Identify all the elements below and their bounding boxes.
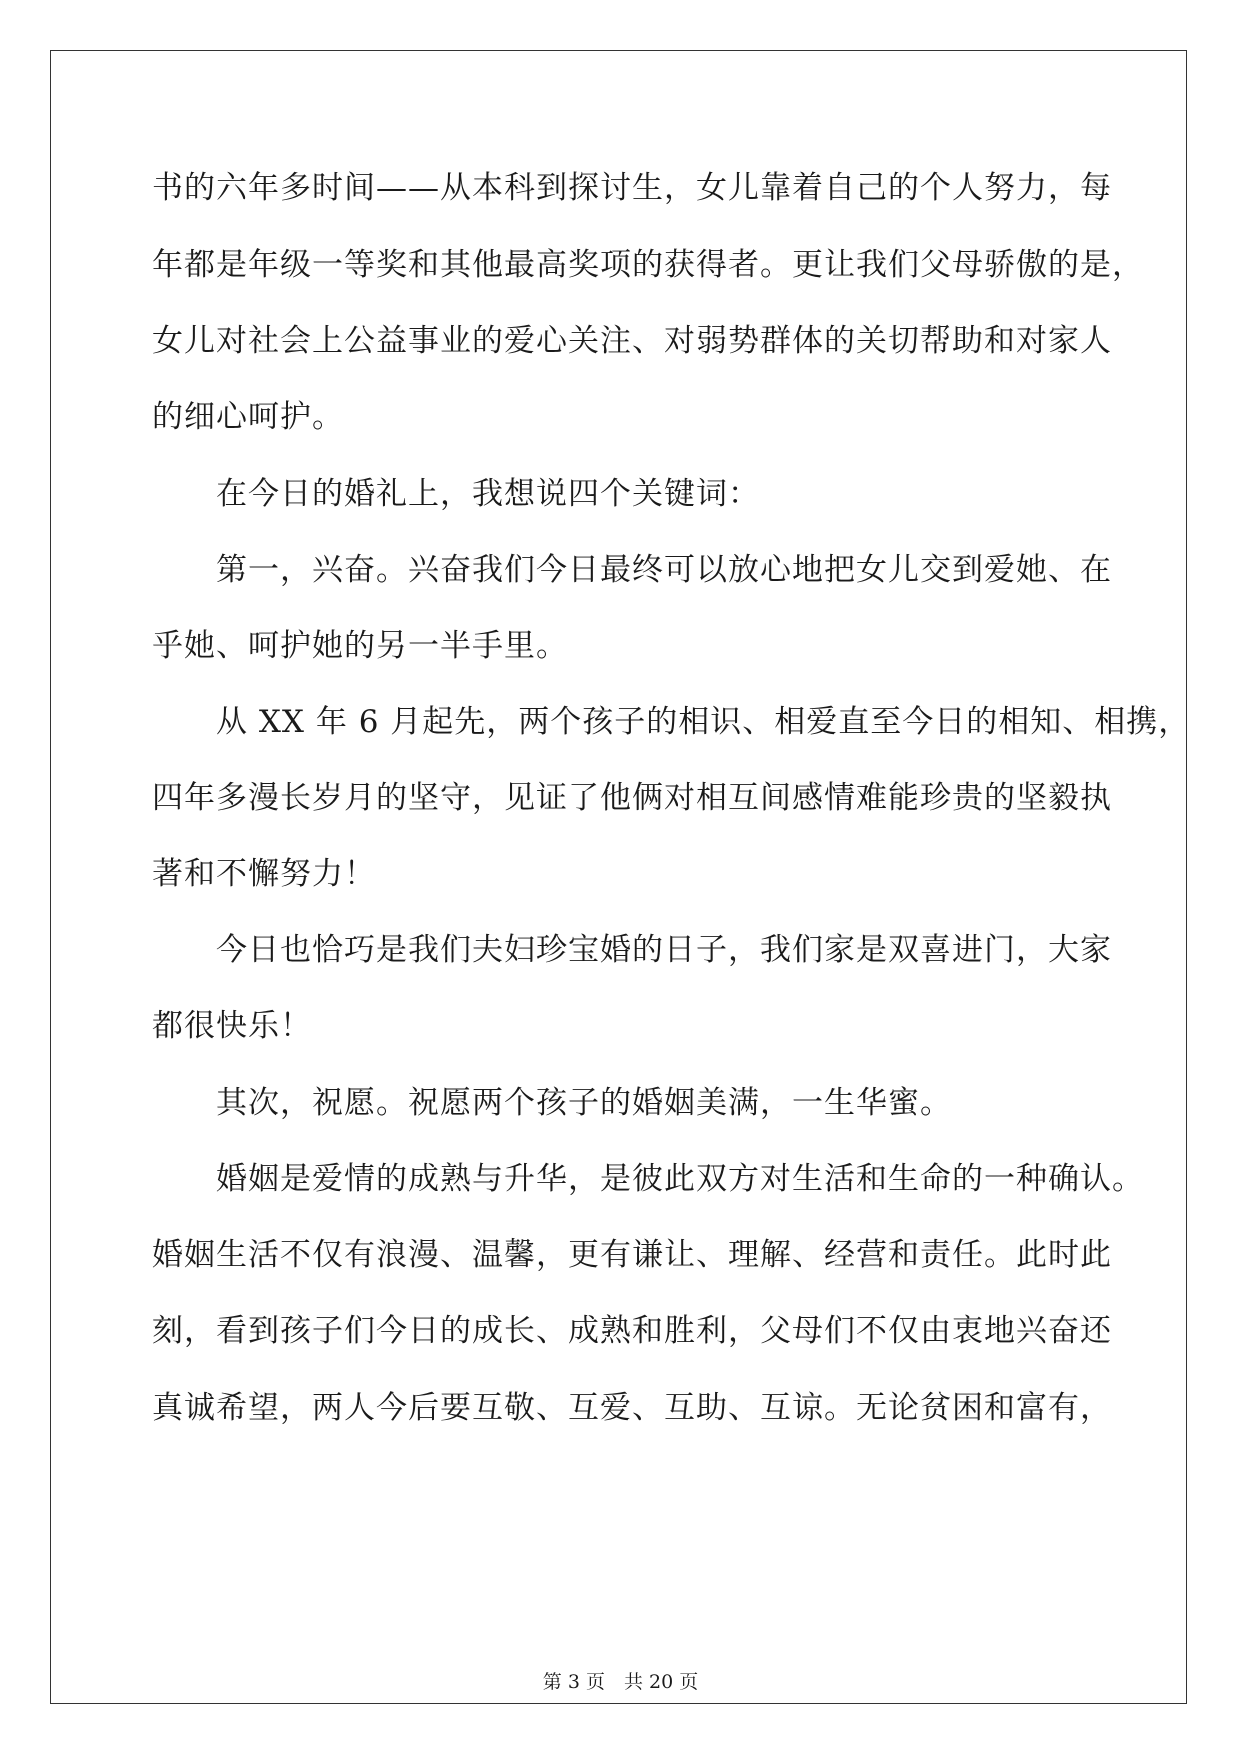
text-line: 年都是年级一等奖和其他最高奖项的获得者。更让我们父母骄傲的是，: [152, 247, 1144, 283]
text-line: 书的六年多时间——从本科到探讨生，女儿靠着自己的个人努力，每: [152, 170, 1112, 206]
text-line: 在今日的婚礼上，我想说四个关键词：: [152, 476, 760, 512]
page-number: 第 3 页 共 20 页: [542, 1671, 699, 1693]
text-line: 都很快乐！: [152, 1008, 312, 1044]
text-line: 今日也恰巧是我们夫妇珍宝婚的日子，我们家是双喜进门，大家: [152, 932, 1112, 968]
text-line: 著和不懈努力！: [152, 856, 376, 892]
text-line: 从 XX 年 6 月起先，两个孩子的相识、相爱直至今日的相知、相携，: [152, 704, 1191, 740]
text-line: 婚姻生活不仅有浪漫、温馨，更有谦让、理解、经营和责任。此时此: [152, 1237, 1112, 1273]
text-line: 女儿对社会上公益事业的爱心关注、对弱势群体的关切帮助和对家人: [152, 323, 1112, 359]
text-line: 的细心呵护。: [152, 399, 344, 435]
text-line: 乎她、呵护她的另一半手里。: [152, 628, 568, 664]
text-line: 第一，兴奋。兴奋我们今日最终可以放心地把女儿交到爱她、在: [152, 552, 1112, 588]
text-line: 其次，祝愿。祝愿两个孩子的婚姻美满，一生华蜜。: [152, 1085, 952, 1121]
text-line: 婚姻是爱情的成熟与升华，是彼此双方对生活和生命的一种确认。: [152, 1161, 1144, 1197]
text-line: 刻，看到孩子们今日的成长、成熟和胜利，父母们不仅由衷地兴奋还: [152, 1313, 1112, 1349]
text-line: 真诚希望，两人今后要互敬、互爱、互助、互谅。无论贫困和富有，: [152, 1390, 1112, 1426]
text-line: 四年多漫长岁月的坚守，见证了他俩对相互间感情难能珍贵的坚毅执: [152, 780, 1112, 816]
